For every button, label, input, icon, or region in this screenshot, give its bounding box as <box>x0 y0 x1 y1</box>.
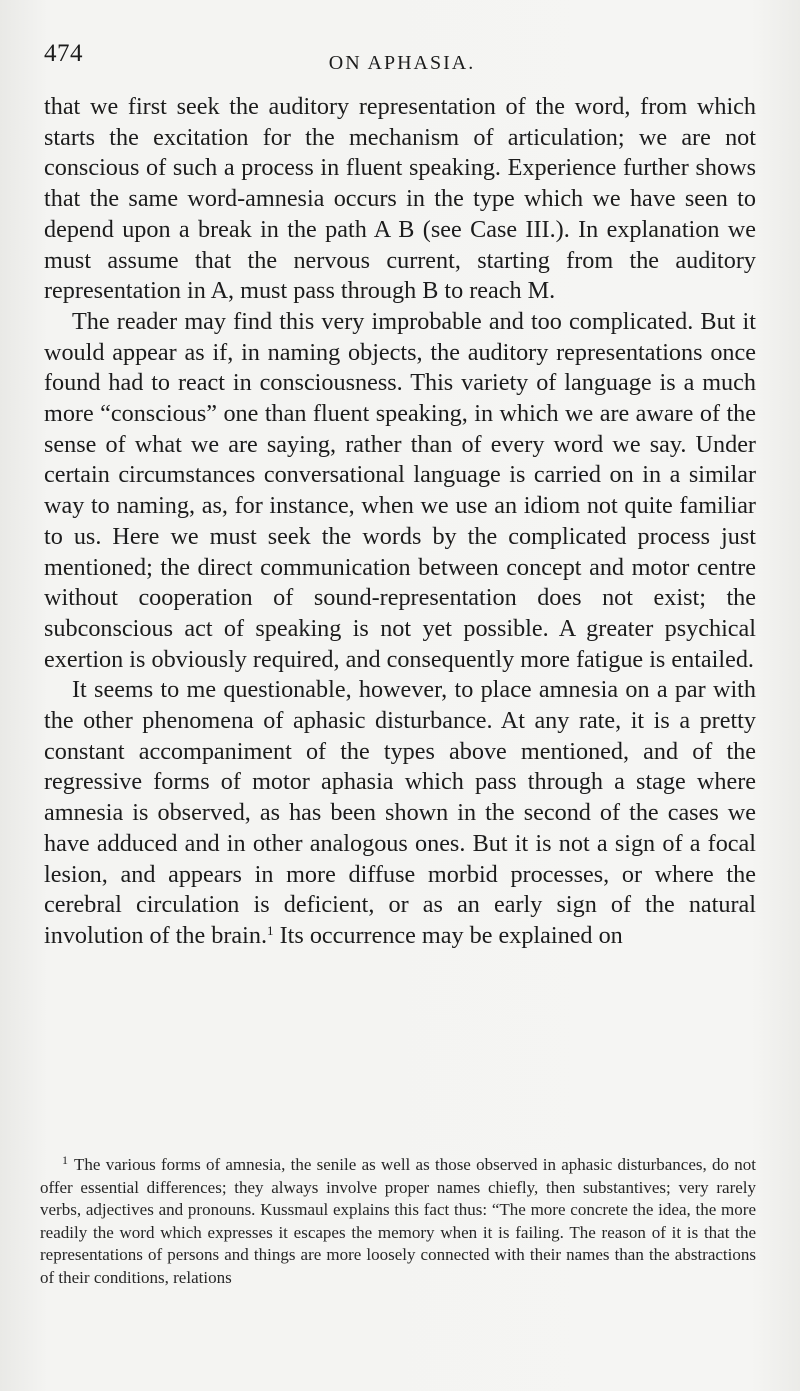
footnote-text: The various forms of amnesia, the senile as well as those observed in aphasic disturbances, do not offer essential differences; they always involve proper names chiefly, then substantives; very rarely verbs, adjectives and pronouns. Kussmaul explains this fact thus: “The more concrete the idea, the more readily the word which expresses it escapes the memory when it is failing. The reason of it is that the representations of persons and things are more loosely connected with their names than the abstractions of their conditions, relations <box>40 1155 756 1287</box>
footnote <box>40 1154 756 1289</box>
paragraph-2: The reader may find this very improbable and too complicated. But it would appear as if, in naming objects, the auditory representations once found had to react in consciousness. This variety of language is a much more “conscious” one than fluent speaking, in which we are aware of the sense of what we are saying, rather than of every word we say. Under certain circumstances conversational language is carried on in a similar way to naming, as, for instance, when we use an idiom not quite familiar to us. Here we must seek the words by the complicated process just mentioned; the direct communication between concept and motor centre without cooperation of sound-representation does not exist; the subconscious act of speaking is not yet possible. A greater psychical exertion is obviously required, and consequently more fatigue is entailed. <box>44 307 756 673</box>
paragraph-3-text: It seems to me questionable, however, to place amnesia on a par with the other phenomena of aphasic disturbance. At any rate, it is a pretty constant accompaniment of the types above mentioned, and of the regressive forms of motor aphasia which pass through a stage where amnesia is observed, as has been shown in the second of the cases we have adduced and in other analogous ones. But it is not a sign of a focal lesion, and appears in more diffuse morbid processes, or where the cerebral circulation is deficient, or as an early sign of the natural involution of the brain. <box>44 676 756 949</box>
paragraph-3 <box>44 675 756 951</box>
footnote-reference[interactable]: 1 <box>267 922 274 938</box>
page-number: 474 <box>44 40 83 67</box>
paragraph-3-continuation: Its occurrence may be explained on <box>273 921 623 949</box>
footnote-marker: 1 <box>62 1153 68 1167</box>
main-text <box>44 92 756 952</box>
running-title: ON APHASIA. <box>328 52 476 74</box>
paragraph-1: that we first seek the auditory representation of the word, from which starts the excitation for the mechanism of articulation; we are not conscious of such a process in fluent speaking. Experience further shows that the same word-amnesia occurs in the type which we have seen to depend upon a break in the path A B (see Case III.). In explanation we must assume that the nervous current, starting from the auditory representation in A, must pass through B to reach M. <box>44 93 756 305</box>
page-header <box>44 40 760 80</box>
footnote-paragraph <box>40 1154 756 1289</box>
